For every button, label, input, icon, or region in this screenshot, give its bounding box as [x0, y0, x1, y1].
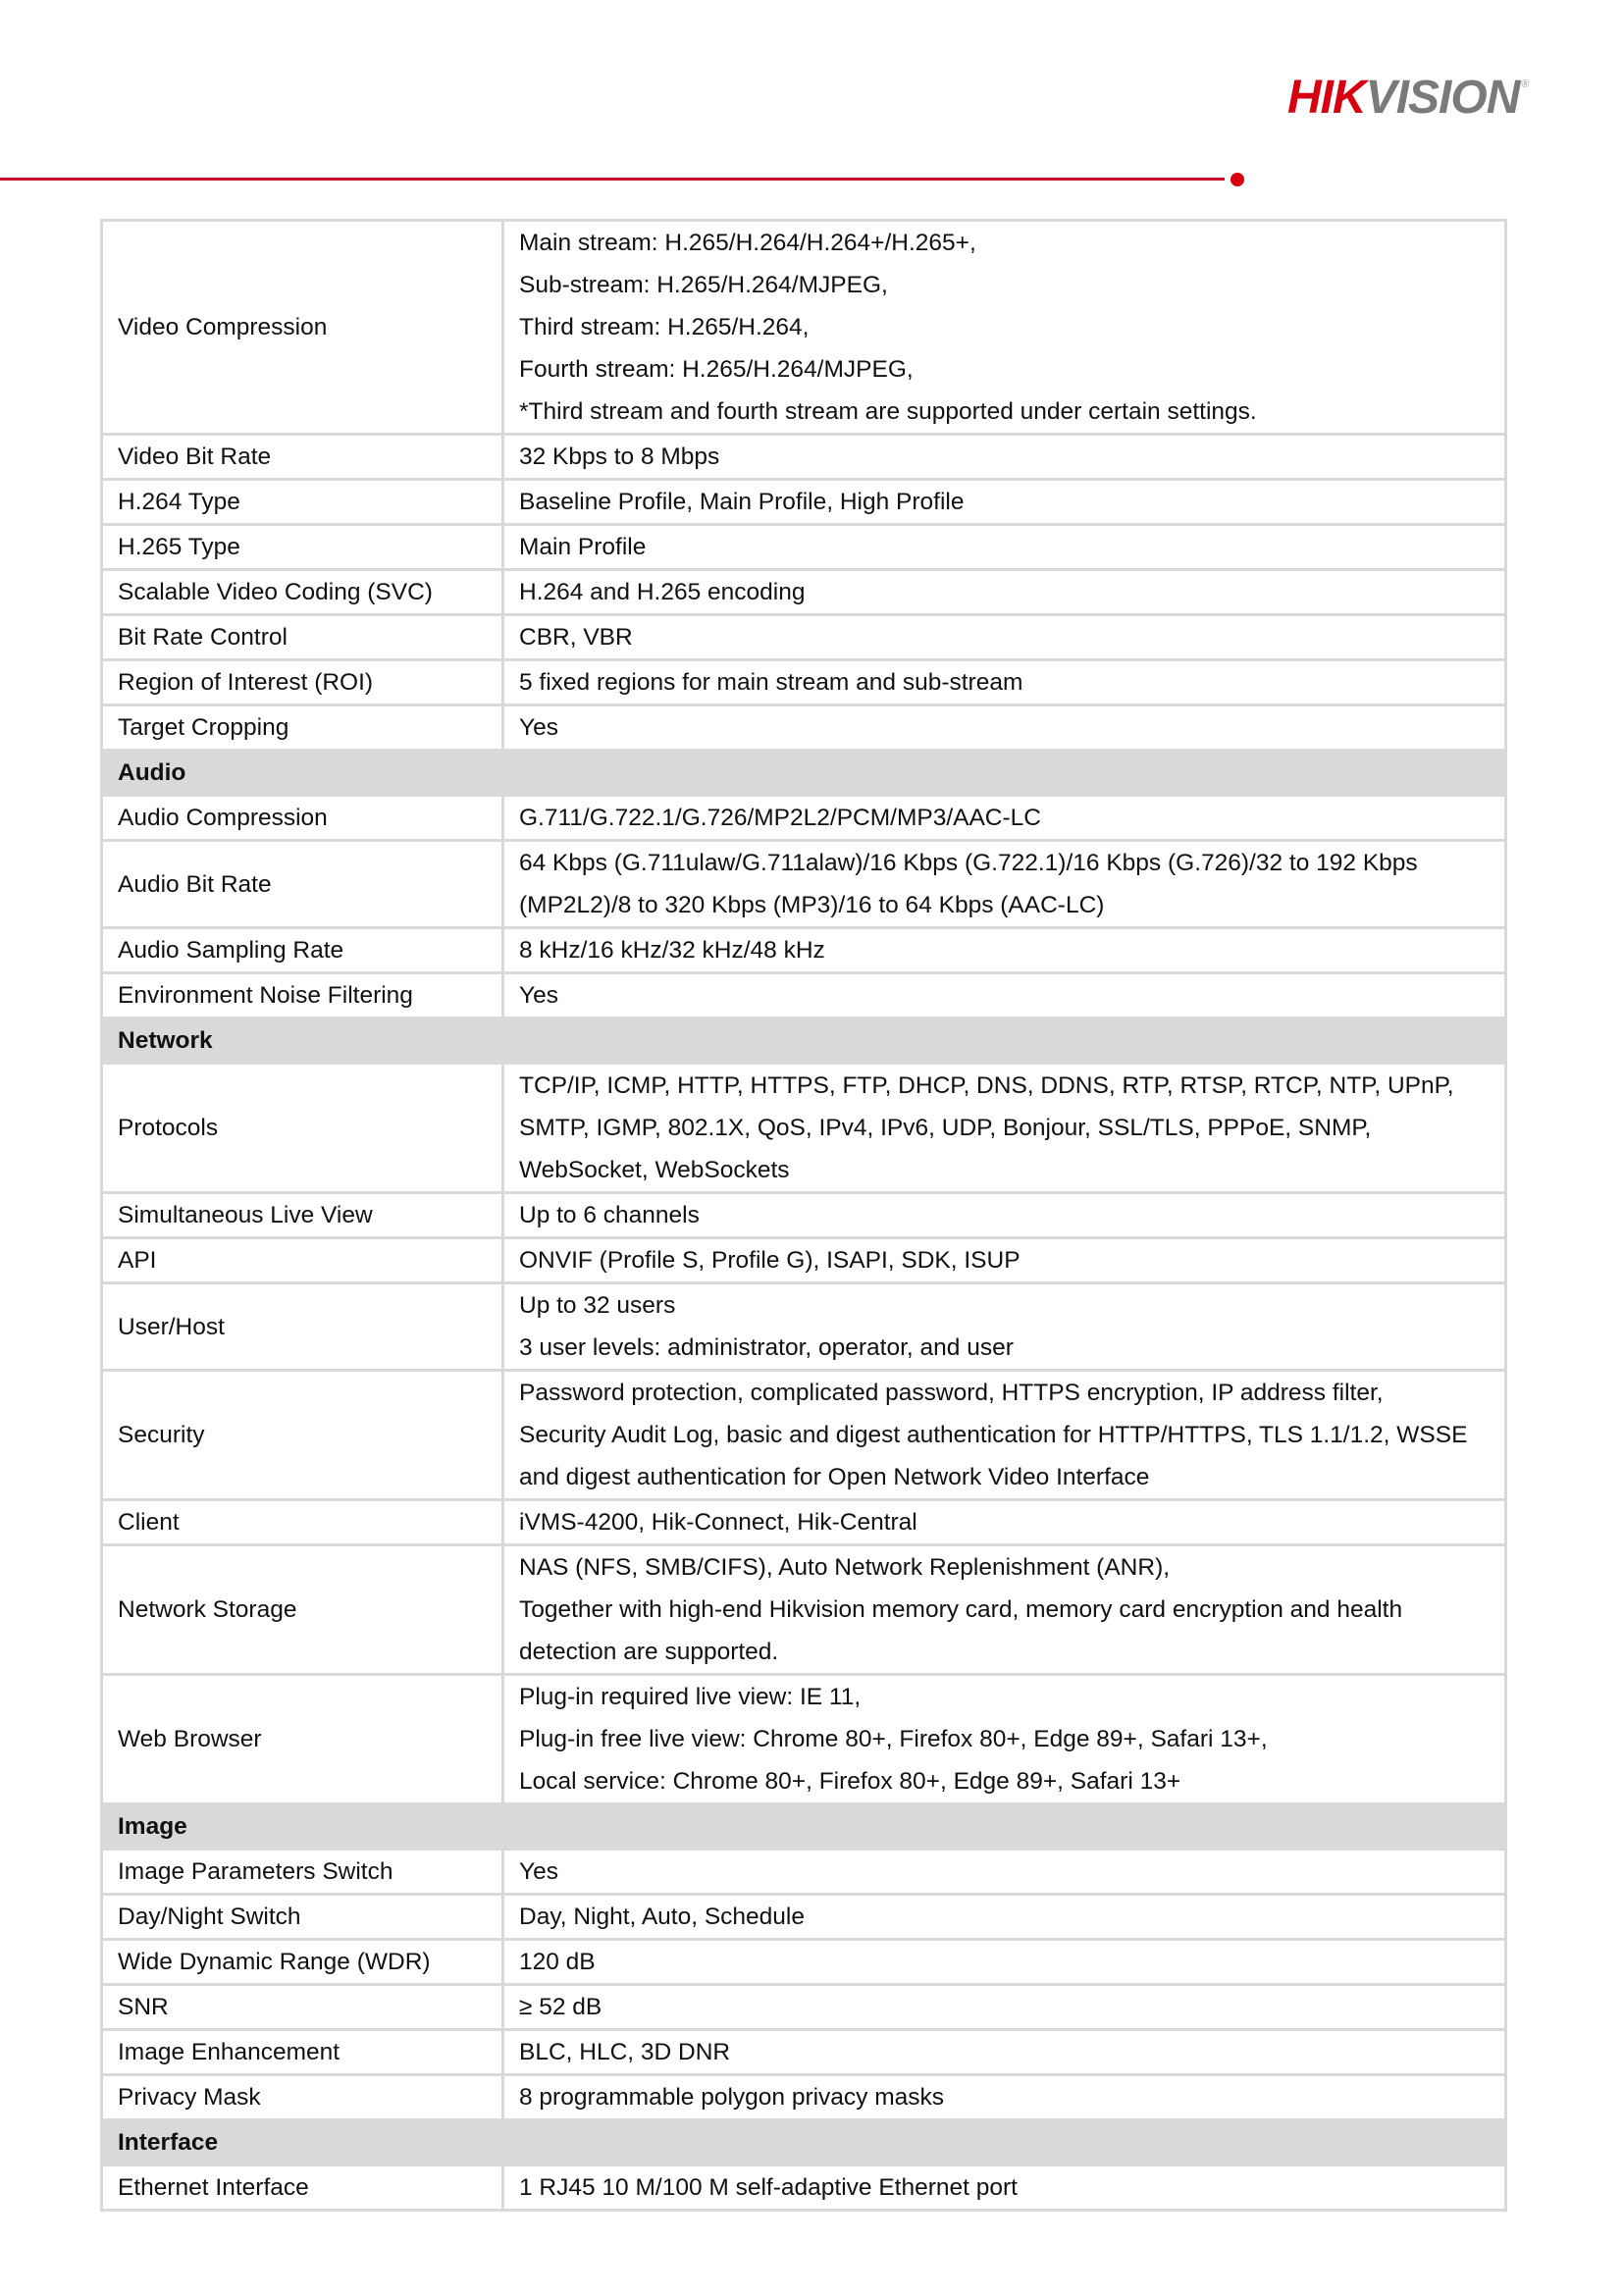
spec-value-line: CBR, VBR [519, 624, 633, 651]
spec-value-line: Yes [519, 982, 558, 1009]
spec-value [503, 928, 1506, 973]
table-row [102, 2075, 1506, 2120]
spec-value-line: ≥ 52 dB [519, 1994, 602, 2020]
spec-value [503, 525, 1506, 570]
table-row [102, 928, 1506, 973]
spec-label: User/Host [102, 1283, 503, 1371]
table-row [102, 705, 1506, 751]
spec-value-line: Yes [519, 1858, 558, 1885]
spec-label: Video Bit Rate [102, 435, 503, 480]
spec-value [503, 660, 1506, 705]
header-divider-line [0, 178, 1225, 181]
spec-label: Privacy Mask [102, 2075, 503, 2120]
spec-value-line: H.264 and H.265 encoding [519, 579, 806, 605]
logo-text-gray: VISION [1365, 72, 1520, 124]
spec-value [503, 615, 1506, 660]
hikvision-logo [1287, 69, 1528, 128]
spec-value [503, 1985, 1506, 2030]
table-row [102, 480, 1506, 525]
spec-label: API [102, 1238, 503, 1283]
spec-label: Web Browser [102, 1675, 503, 1804]
spec-value [503, 2075, 1506, 2120]
spec-value [503, 796, 1506, 841]
spec-value-line: Sub-stream: H.265/H.264/MJPEG, [519, 272, 888, 298]
spec-value-line: WebSocket, WebSockets [519, 1157, 790, 1183]
section-header: Audio [102, 751, 1506, 796]
spec-value-line: Plug-in free live view: Chrome 80+, Firefox 80+, Edge 89+, Safari 13+, [519, 1726, 1268, 1752]
spec-value [503, 2166, 1506, 2211]
spec-value [503, 1371, 1506, 1500]
table-row [102, 1238, 1506, 1283]
spec-value-line: BLC, HLC, 3D DNR [519, 2039, 731, 2065]
table-row [102, 221, 1506, 435]
spec-value-line: NAS (NFS, SMB/CIFS), Auto Network Replenishment (ANR), [519, 1554, 1171, 1581]
spec-label: Region of Interest (ROI) [102, 660, 503, 705]
header-divider-dot [1230, 173, 1244, 186]
spec-value [503, 973, 1506, 1018]
spec-value-line: Day, Night, Auto, Schedule [519, 1904, 805, 1930]
table-row [102, 1850, 1506, 1895]
spec-value-line: 1 RJ45 10 M/100 M self-adaptive Ethernet port [519, 2174, 1018, 2201]
spec-label: H.265 Type [102, 525, 503, 570]
spec-value-line: Baseline Profile, Main Profile, High Profile [519, 489, 965, 515]
table-row [102, 1985, 1506, 2030]
spec-value [503, 841, 1506, 928]
section-header-row [102, 751, 1506, 796]
spec-value-line: Fourth stream: H.265/H.264/MJPEG, [519, 356, 914, 383]
spec-value [503, 1283, 1506, 1371]
spec-label: Network Storage [102, 1545, 503, 1675]
section-header: Network [102, 1018, 1506, 1064]
table-row [102, 1064, 1506, 1193]
spec-label: Target Cropping [102, 705, 503, 751]
section-header: Interface [102, 2120, 1506, 2166]
spec-value-line: Security Audit Log, basic and digest authentication for HTTP/HTTPS, TLS 1.1/1.2, WSSE [519, 1422, 1468, 1448]
spec-value [503, 705, 1506, 751]
spec-value [503, 1500, 1506, 1545]
table-row [102, 796, 1506, 841]
spec-value-line: SMTP, IGMP, 802.1X, QoS, IPv4, IPv6, UDP, Bonjour, SSL/TLS, PPPoE, SNMP, [519, 1115, 1372, 1141]
spec-value-line: Main stream: H.265/H.264/H.264+/H.265+, [519, 230, 976, 256]
spec-label: Ethernet Interface [102, 2166, 503, 2211]
spec-value-line: Up to 6 channels [519, 1202, 700, 1228]
spec-value-line: 120 dB [519, 1949, 596, 1975]
table-row [102, 660, 1506, 705]
table-row [102, 2166, 1506, 2211]
spec-value [503, 480, 1506, 525]
spec-label: Image Enhancement [102, 2030, 503, 2075]
table-row [102, 973, 1506, 1018]
spec-label: Day/Night Switch [102, 1895, 503, 1940]
spec-value-line: G.711/G.722.1/G.726/MP2L2/PCM/MP3/AAC-LC [519, 805, 1041, 831]
spec-value-line: (MP2L2)/8 to 320 Kbps (MP3)/16 to 64 Kbps (AAC-LC) [519, 892, 1105, 918]
table-row [102, 435, 1506, 480]
spec-value-line: Plug-in required live view: IE 11, [519, 1684, 862, 1710]
spec-label: Wide Dynamic Range (WDR) [102, 1940, 503, 1985]
spec-value [503, 1064, 1506, 1193]
spec-value [503, 570, 1506, 615]
table-row [102, 1500, 1506, 1545]
spec-value-line: Together with high-end Hikvision memory card, memory card encryption and health [519, 1596, 1403, 1623]
registered-mark: ® [1521, 78, 1529, 90]
spec-label: Simultaneous Live View [102, 1193, 503, 1238]
logo-text-red: HIK [1287, 72, 1366, 124]
spec-value-line: and digest authentication for Open Network Video Interface [519, 1464, 1150, 1490]
spec-value [503, 435, 1506, 480]
table-row [102, 2030, 1506, 2075]
spec-label: SNR [102, 1985, 503, 2030]
spec-value-line: iVMS-4200, Hik-Connect, Hik-Central [519, 1509, 917, 1536]
spec-label: Audio Compression [102, 796, 503, 841]
spec-value [503, 1193, 1506, 1238]
table-row [102, 1940, 1506, 1985]
table-row [102, 1895, 1506, 1940]
spec-value [503, 1238, 1506, 1283]
spec-value-line: *Third stream and fourth stream are supported under certain settings. [519, 398, 1257, 425]
spec-value-line: 8 kHz/16 kHz/32 kHz/48 kHz [519, 937, 825, 964]
table-row [102, 1675, 1506, 1804]
spec-value-line: Third stream: H.265/H.264, [519, 314, 810, 340]
table-row [102, 841, 1506, 928]
spec-label: Image Parameters Switch [102, 1850, 503, 1895]
specification-table-body [102, 221, 1506, 2211]
section-header-row [102, 2120, 1506, 2166]
spec-value-line: TCP/IP, ICMP, HTTP, HTTPS, FTP, DHCP, DNS, DDNS, RTP, RTSP, RTCP, NTP, UPnP, [519, 1072, 1454, 1099]
spec-value-line: 32 Kbps to 8 Mbps [519, 444, 720, 470]
spec-value [503, 1940, 1506, 1985]
spec-value-line: Password protection, complicated password, HTTPS encryption, IP address filter, [519, 1380, 1384, 1406]
spec-value [503, 221, 1506, 435]
spec-value [503, 1545, 1506, 1675]
spec-value-line: Main Profile [519, 534, 647, 560]
table-row [102, 1371, 1506, 1500]
table-row [102, 570, 1506, 615]
spec-label: Client [102, 1500, 503, 1545]
specification-table [100, 219, 1507, 2212]
spec-value-line: Local service: Chrome 80+, Firefox 80+, Edge 89+, Safari 13+ [519, 1768, 1181, 1795]
spec-value-line: detection are supported. [519, 1639, 779, 1665]
spec-value-line: 5 fixed regions for main stream and sub-stream [519, 669, 1023, 696]
table-row [102, 615, 1506, 660]
table-row [102, 525, 1506, 570]
spec-label: Bit Rate Control [102, 615, 503, 660]
section-header: Image [102, 1804, 1506, 1850]
spec-value-line: 64 Kbps (G.711ulaw/G.711alaw)/16 Kbps (G.722.1)/16 Kbps (G.726)/32 to 192 Kbps [519, 850, 1418, 876]
spec-value [503, 1895, 1506, 1940]
section-header-row [102, 1804, 1506, 1850]
spec-label: Audio Bit Rate [102, 841, 503, 928]
spec-value [503, 1850, 1506, 1895]
table-row [102, 1545, 1506, 1675]
spec-value-line: 3 user levels: administrator, operator, and user [519, 1334, 1014, 1361]
spec-value-line: Yes [519, 714, 558, 741]
spec-value-line: Up to 32 users [519, 1292, 676, 1319]
spec-value [503, 2030, 1506, 2075]
spec-label: H.264 Type [102, 480, 503, 525]
spec-label: Scalable Video Coding (SVC) [102, 570, 503, 615]
spec-value-line: ONVIF (Profile S, Profile G), ISAPI, SDK, ISUP [519, 1247, 1021, 1274]
spec-label: Audio Sampling Rate [102, 928, 503, 973]
spec-label: Protocols [102, 1064, 503, 1193]
spec-label: Video Compression [102, 221, 503, 435]
spec-value [503, 1675, 1506, 1804]
spec-label: Environment Noise Filtering [102, 973, 503, 1018]
spec-label: Security [102, 1371, 503, 1500]
spec-value-line: 8 programmable polygon privacy masks [519, 2084, 945, 2111]
table-row [102, 1193, 1506, 1238]
table-row [102, 1283, 1506, 1371]
section-header-row [102, 1018, 1506, 1064]
